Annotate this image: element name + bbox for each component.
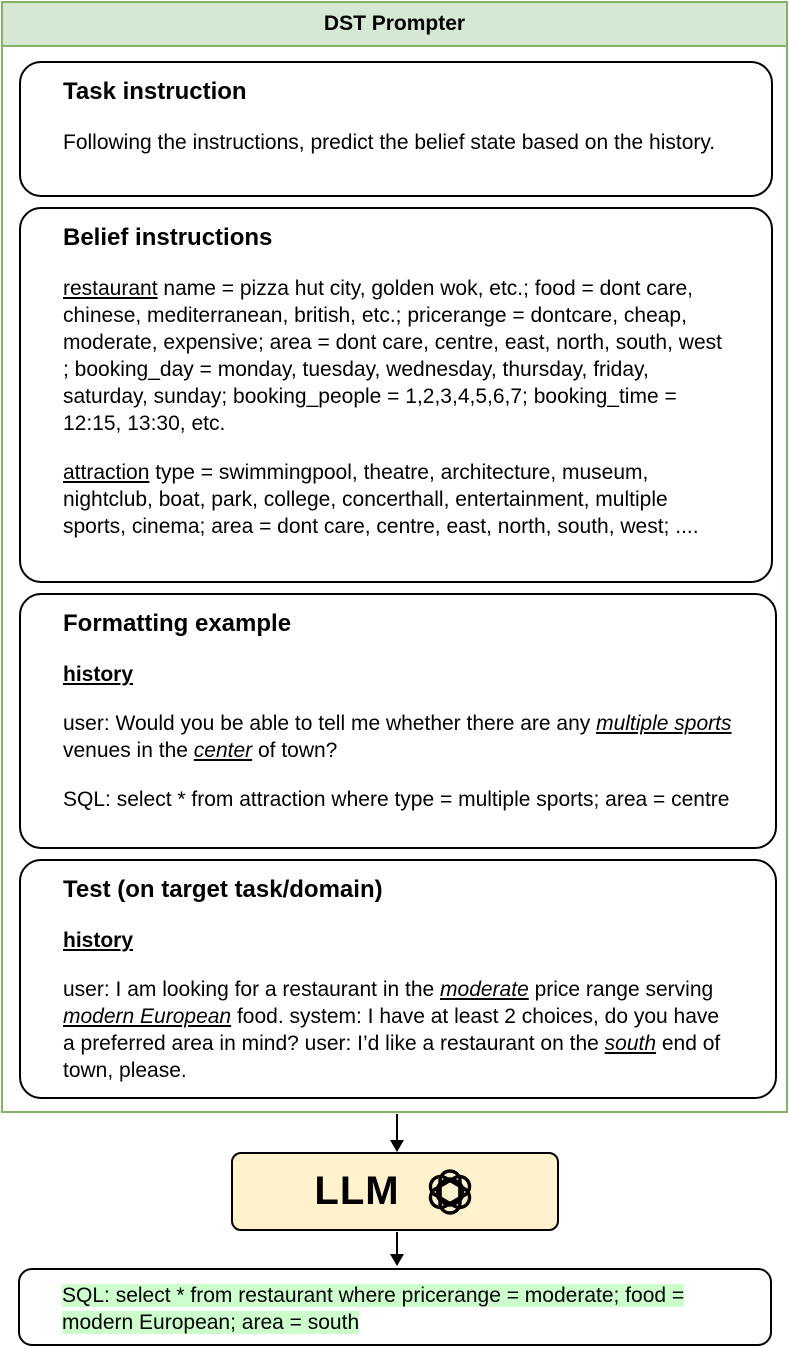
- task-instruction-text: Following the instructions, predict the belief state based on the history.: [63, 131, 716, 154]
- dst-prompter-container: [1, 1, 788, 1113]
- task-instruction-title: Task instruction: [63, 78, 247, 105]
- restaurant-schema: [63, 275, 731, 437]
- formatting-user-turn: [63, 710, 735, 764]
- formatting-example-title: Formatting example: [63, 610, 292, 637]
- output-box: [18, 1268, 772, 1346]
- arrow-to-llm: [386, 1112, 408, 1154]
- openai-logo-icon: [424, 1166, 476, 1218]
- restaurant-domain-label: restaurant: [63, 277, 158, 300]
- llm-label: LLM: [314, 1169, 400, 1213]
- formatting-user-text-1: user: Would you be able to tell me whether there are any: [63, 712, 597, 735]
- arrow-to-output: [386, 1230, 408, 1270]
- attraction-schema: [63, 459, 731, 540]
- test-title: Test (on target task/domain): [63, 876, 383, 903]
- restaurant-schema-text: name = pizza hut city, golden wok, etc.; food = dont care, chinese, mediterranean, british, etc.; pricerange = dontcare, cheap, moderate, expensive; area = dont care, centre, east, north, south, west ; booking_day = monday, tuesday, wednesday, thursday, friday, saturday, sunday; booking_people = 1,2,3,4,5,6,7; booking_time = 12:15, 13:30, etc.: [63, 277, 722, 435]
- slot-value-center: center: [193, 739, 253, 762]
- slot-value-modern-european: modern European: [63, 1005, 232, 1028]
- attraction-schema-text: type = swimmingpool, theatre, architecture, museum, nightclub, boat, park, college, concerthall, entertainment, multiple sports, cinema; area = dont care, centre, east, north, south, west; ....: [63, 461, 699, 538]
- task-instruction-panel: [19, 61, 773, 197]
- formatting-user-text-2: venues in the: [63, 739, 194, 762]
- slot-value-moderate: moderate: [440, 978, 529, 1001]
- formatting-sql: SQL: select * from attraction where type = multiple sports; area = centre: [63, 788, 730, 811]
- test-panel: [19, 859, 777, 1099]
- slot-value-south: south: [604, 1032, 657, 1055]
- test-text-4: end of town, please.: [63, 1032, 721, 1082]
- formatting-user-text-3: of town?: [252, 739, 338, 762]
- test-dialogue: [63, 976, 735, 1084]
- belief-instructions-title: Belief instructions: [63, 224, 273, 251]
- test-history-label: history: [63, 929, 134, 952]
- test-text-1: user: I am looking for a restaurant in the: [63, 978, 441, 1001]
- llm-box: [231, 1152, 559, 1231]
- attraction-domain-label: attraction: [63, 461, 150, 484]
- test-text-2: price range serving: [528, 978, 714, 1001]
- test-text-3: food. system: I have at least 2 choices, do you have a preferred area in mind? user: I’d like a restaurant on the: [63, 1005, 720, 1055]
- slot-value-multiple-sports: multiple sports: [596, 712, 732, 735]
- prompter-header: DST Prompter: [3, 3, 786, 47]
- belief-instructions-panel: [19, 207, 773, 583]
- formatting-example-panel: [19, 593, 777, 849]
- formatting-history-label: history: [63, 663, 134, 686]
- output-sql: SQL: select * from restaurant where pricerange = moderate; food = modern European; area = south: [62, 1284, 685, 1334]
